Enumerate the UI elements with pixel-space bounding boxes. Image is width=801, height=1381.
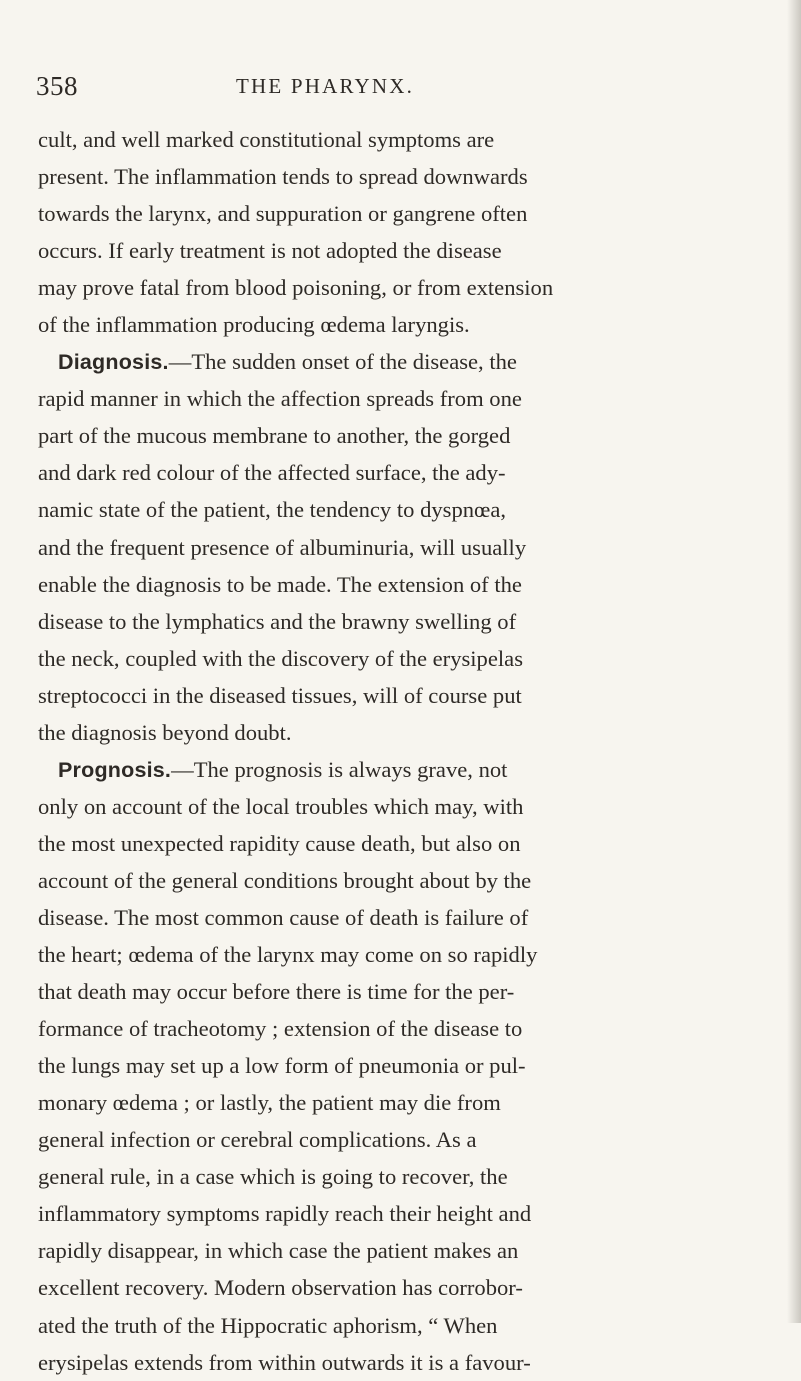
text-line: that death may occur before there is time for the per- xyxy=(38,979,515,1005)
text-run: —The prognosis is always grave, not xyxy=(171,756,508,782)
text-line: formance of tracheotomy ; extension of the disease to xyxy=(38,1016,523,1042)
text-line: occurs. If early treatment is not adopted the disease xyxy=(38,238,502,264)
text-line: general infection or cerebral complications. As a xyxy=(38,1127,477,1153)
body-text xyxy=(38,121,786,1381)
text-line: and the frequent presence of albuminuria, will usually xyxy=(38,534,527,560)
text-line: general rule, in a case which is going to recover, the xyxy=(38,1164,508,1190)
running-head: THE PHARYNX. xyxy=(236,74,415,98)
text-line: only on account of the local troubles which may, with xyxy=(38,793,524,819)
page-edge-shadow xyxy=(787,0,801,1323)
paragraph-diagnosis-first-line xyxy=(38,343,786,380)
text-line: and dark red colour of the affected surface, the ady- xyxy=(38,460,506,486)
text-line: streptococci in the diseased tissues, will of course put xyxy=(38,682,522,708)
text-line: excellent recovery. Modern observation has corrobor- xyxy=(38,1275,523,1301)
text-line: may prove fatal from blood poisoning, or from extension xyxy=(38,275,554,301)
text-line: namic state of the patient, the tendency to dyspnœa, xyxy=(38,497,507,523)
page-header xyxy=(36,66,766,106)
paragraph-prognosis-first-line xyxy=(38,751,786,788)
text-line: the most unexpected rapidity cause death, but also on xyxy=(38,830,521,856)
page-number: 358 xyxy=(36,71,78,101)
text-line: present. The inflammation tends to spread downwards xyxy=(38,164,528,190)
text-line: the diagnosis beyond doubt. xyxy=(38,719,292,745)
text-line: disease to the lymphatics and the brawny swelling of xyxy=(38,608,517,634)
text-run: —The sudden onset of the disease, the xyxy=(168,349,517,375)
text-line: part of the mucous membrane to another, the gorged xyxy=(38,423,511,449)
text-line: the neck, coupled with the discovery of the erysipelas xyxy=(38,645,523,671)
text-line: account of the general conditions brought about by the xyxy=(38,867,532,893)
text-line: the lungs may set up a low form of pneumonia or pul- xyxy=(38,1053,526,1079)
section-heading-prognosis: Prognosis. xyxy=(58,757,172,782)
text-line: monary œdema ; or lastly, the patient may die from xyxy=(38,1090,501,1116)
text-line: cult, and well marked constitutional symptoms are xyxy=(38,127,495,152)
text-line: rapid manner in which the affection spreads from one xyxy=(38,386,522,412)
text-line: inflammatory symptoms rapidly reach their height and xyxy=(38,1201,532,1227)
text-line: erysipelas extends from within outwards it is a favour- xyxy=(38,1349,531,1375)
text-line: rapidly disappear, in which case the patient makes an xyxy=(38,1238,519,1264)
text-line: towards the larynx, and suppuration or gangrene often xyxy=(38,201,528,227)
text-line: enable the diagnosis to be made. The extension of the xyxy=(38,571,522,597)
section-heading-diagnosis: Diagnosis. xyxy=(58,350,169,375)
text-line: ated the truth of the Hippocratic aphorism, “ When xyxy=(38,1312,498,1338)
text-line: disease. The most common cause of death is failure of xyxy=(38,904,529,930)
text-line: of the inflammation producing œdema laryngis. xyxy=(38,312,470,338)
text-line: the heart; œdema of the larynx may come on so rapidly xyxy=(38,942,538,968)
